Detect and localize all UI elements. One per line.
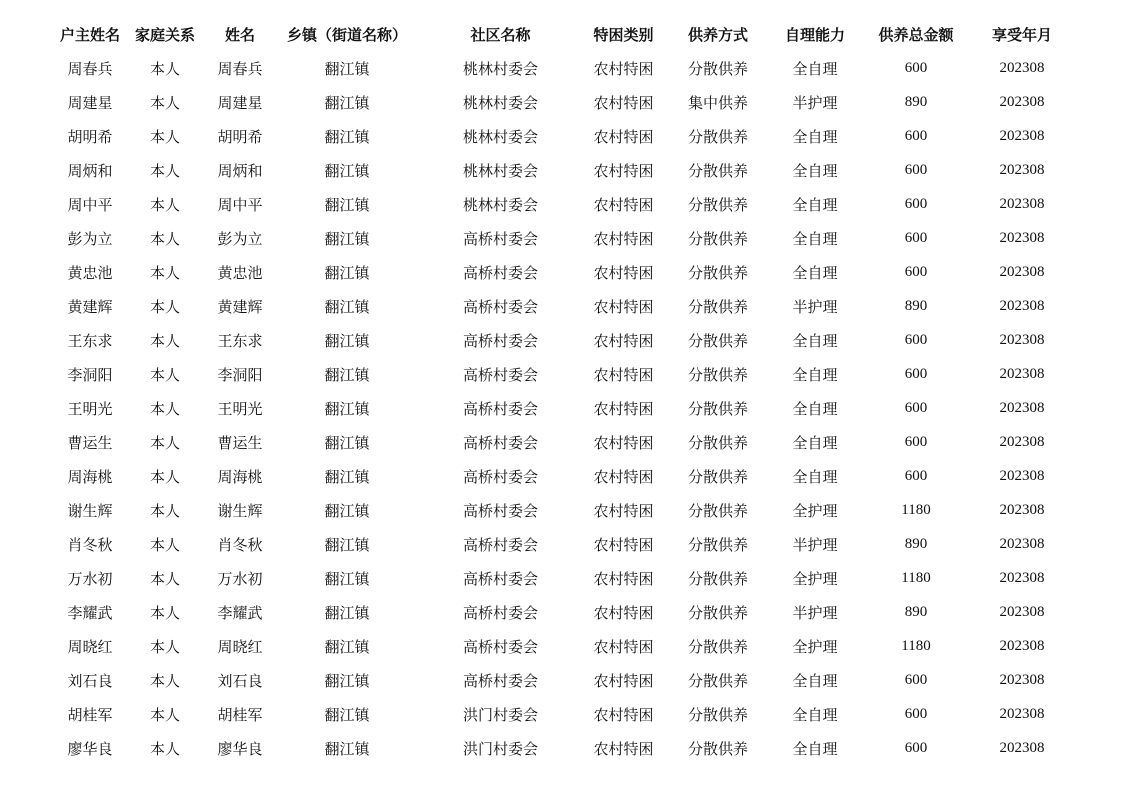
town-cell: 翻江镇	[324, 297, 370, 316]
town-cell: 翻江镇	[324, 535, 370, 554]
relief-roster-sheet	[0, 17, 1122, 765]
town-cell: 翻江镇	[324, 195, 370, 214]
name-cell: 周海桃	[217, 467, 263, 486]
name-cell: 曹运生	[217, 433, 263, 452]
col-header-relation: 家庭关系	[134, 25, 195, 44]
self-care-cell: 半护理	[792, 535, 838, 554]
relation-cell: 本人	[149, 501, 180, 520]
col-header-name: 姓名	[224, 25, 255, 44]
name-cell: 王明光	[217, 399, 263, 418]
relation-cell: 本人	[149, 229, 180, 248]
col-header-category: 特困类别	[593, 25, 654, 44]
amount-cell: 1180	[901, 501, 931, 518]
relation-cell: 本人	[149, 739, 180, 758]
town-cell: 翻江镇	[324, 603, 370, 622]
self-care-cell: 全自理	[792, 365, 838, 384]
relation-cell: 本人	[149, 297, 180, 316]
town-cell: 翻江镇	[324, 705, 370, 724]
householder-cell: 谢生辉	[67, 501, 113, 520]
category-cell: 农村特困	[593, 263, 654, 282]
community-cell: 洪门村委会	[462, 739, 538, 758]
community-cell: 洪门村委会	[462, 705, 538, 724]
relief-roster-table	[0, 17, 1122, 765]
table-row	[0, 323, 1122, 357]
name-cell: 廖华良	[217, 739, 263, 758]
town-cell: 翻江镇	[324, 263, 370, 282]
householder-cell: 彭为立	[67, 229, 113, 248]
table-row	[0, 187, 1122, 221]
support-mode-cell: 分散供养	[687, 535, 748, 554]
support-mode-cell: 分散供养	[687, 263, 748, 282]
town-cell: 翻江镇	[324, 637, 370, 656]
community-cell: 高桥村委会	[462, 535, 538, 554]
householder-cell: 王明光	[67, 399, 113, 418]
amount-cell: 600	[904, 229, 928, 246]
support-mode-cell: 分散供养	[687, 399, 748, 418]
amount-cell: 1180	[901, 637, 931, 654]
relation-cell: 本人	[149, 263, 180, 282]
amount-cell: 600	[904, 59, 928, 76]
relation-cell: 本人	[149, 93, 180, 112]
support-mode-cell: 分散供养	[687, 365, 748, 384]
category-cell: 农村特困	[593, 535, 654, 554]
self-care-cell: 全自理	[792, 161, 838, 180]
householder-cell: 刘石良	[67, 671, 113, 690]
support-mode-cell: 分散供养	[687, 705, 748, 724]
support-mode-cell: 分散供养	[687, 229, 748, 248]
table-row	[0, 493, 1122, 527]
relation-cell: 本人	[149, 331, 180, 350]
category-cell: 农村特困	[593, 127, 654, 146]
community-cell: 高桥村委会	[462, 501, 538, 520]
amount-cell: 890	[904, 93, 928, 110]
amount-cell: 600	[904, 365, 928, 382]
town-cell: 翻江镇	[324, 161, 370, 180]
support-mode-cell: 分散供养	[687, 569, 748, 588]
col-header-support-mode: 供养方式	[687, 25, 748, 44]
support-mode-cell: 分散供养	[687, 297, 748, 316]
category-cell: 农村特困	[593, 637, 654, 656]
householder-cell: 周晓红	[67, 637, 113, 656]
category-cell: 农村特困	[593, 603, 654, 622]
table-row	[0, 629, 1122, 663]
table-row	[0, 527, 1122, 561]
table-row	[0, 119, 1122, 153]
name-cell: 黄忠池	[217, 263, 263, 282]
name-cell: 李耀武	[217, 603, 263, 622]
period-cell: 202308	[999, 705, 1045, 722]
amount-cell: 600	[904, 263, 928, 280]
community-cell: 高桥村委会	[462, 603, 538, 622]
name-cell: 胡桂军	[217, 705, 263, 724]
town-cell: 翻江镇	[324, 59, 370, 78]
category-cell: 农村特困	[593, 59, 654, 78]
category-cell: 农村特困	[593, 93, 654, 112]
table-row	[0, 697, 1122, 731]
period-cell: 202308	[999, 535, 1045, 552]
period-cell: 202308	[999, 637, 1045, 654]
table-row	[0, 391, 1122, 425]
amount-cell: 600	[904, 161, 928, 178]
category-cell: 农村特困	[593, 739, 654, 758]
category-cell: 农村特困	[593, 297, 654, 316]
support-mode-cell: 分散供养	[687, 501, 748, 520]
period-cell: 202308	[999, 297, 1045, 314]
period-cell: 202308	[999, 399, 1045, 416]
self-care-cell: 半护理	[792, 93, 838, 112]
table-row	[0, 357, 1122, 391]
community-cell: 高桥村委会	[462, 671, 538, 690]
table-row	[0, 221, 1122, 255]
name-cell: 肖冬秋	[217, 535, 263, 554]
period-cell: 202308	[999, 501, 1045, 518]
relation-cell: 本人	[149, 127, 180, 146]
town-cell: 翻江镇	[324, 331, 370, 350]
name-cell: 李洞阳	[217, 365, 263, 384]
period-cell: 202308	[999, 569, 1045, 586]
support-mode-cell: 集中供养	[687, 93, 748, 112]
self-care-cell: 全护理	[792, 569, 838, 588]
householder-cell: 周中平	[67, 195, 113, 214]
town-cell: 翻江镇	[324, 739, 370, 758]
amount-cell: 600	[904, 195, 928, 212]
name-cell: 周炳和	[217, 161, 263, 180]
category-cell: 农村特困	[593, 467, 654, 486]
householder-cell: 肖冬秋	[67, 535, 113, 554]
relation-cell: 本人	[149, 671, 180, 690]
self-care-cell: 全自理	[792, 399, 838, 418]
amount-cell: 600	[904, 433, 928, 450]
community-cell: 桃林村委会	[462, 127, 538, 146]
community-cell: 桃林村委会	[462, 59, 538, 78]
community-cell: 高桥村委会	[462, 637, 538, 656]
amount-cell: 890	[904, 603, 928, 620]
name-cell: 周春兵	[217, 59, 263, 78]
amount-cell: 600	[904, 467, 928, 484]
relation-cell: 本人	[149, 399, 180, 418]
period-cell: 202308	[999, 603, 1045, 620]
householder-cell: 廖华良	[67, 739, 113, 758]
community-cell: 高桥村委会	[462, 467, 538, 486]
category-cell: 农村特困	[593, 365, 654, 384]
self-care-cell: 全自理	[792, 263, 838, 282]
relation-cell: 本人	[149, 705, 180, 724]
town-cell: 翻江镇	[324, 569, 370, 588]
support-mode-cell: 分散供养	[687, 127, 748, 146]
name-cell: 彭为立	[217, 229, 263, 248]
category-cell: 农村特困	[593, 569, 654, 588]
householder-cell: 万水初	[67, 569, 113, 588]
relation-cell: 本人	[149, 365, 180, 384]
relation-cell: 本人	[149, 535, 180, 554]
community-cell: 桃林村委会	[462, 93, 538, 112]
header-row	[0, 17, 1122, 51]
category-cell: 农村特困	[593, 705, 654, 724]
name-cell: 万水初	[217, 569, 263, 588]
category-cell: 农村特困	[593, 161, 654, 180]
support-mode-cell: 分散供养	[687, 195, 748, 214]
amount-cell: 600	[904, 671, 928, 688]
householder-cell: 李耀武	[67, 603, 113, 622]
table-row	[0, 425, 1122, 459]
amount-cell: 890	[904, 297, 928, 314]
support-mode-cell: 分散供养	[687, 671, 748, 690]
relation-cell: 本人	[149, 467, 180, 486]
name-cell: 黄建辉	[217, 297, 263, 316]
community-cell: 高桥村委会	[462, 331, 538, 350]
householder-cell: 黄建辉	[67, 297, 113, 316]
householder-cell: 曹运生	[67, 433, 113, 452]
community-cell: 高桥村委会	[462, 297, 538, 316]
name-cell: 胡明希	[217, 127, 263, 146]
col-header-householder: 户主姓名	[59, 25, 120, 44]
name-cell: 周晓红	[217, 637, 263, 656]
householder-cell: 周海桃	[67, 467, 113, 486]
amount-cell: 600	[904, 705, 928, 722]
self-care-cell: 全护理	[792, 501, 838, 520]
table-body	[0, 51, 1122, 765]
table-row	[0, 595, 1122, 629]
relation-cell: 本人	[149, 59, 180, 78]
name-cell: 刘石良	[217, 671, 263, 690]
self-care-cell: 全自理	[792, 671, 838, 690]
period-cell: 202308	[999, 365, 1045, 382]
col-header-period: 享受年月	[991, 25, 1052, 44]
table-row	[0, 289, 1122, 323]
town-cell: 翻江镇	[324, 467, 370, 486]
period-cell: 202308	[999, 93, 1045, 110]
table-row	[0, 153, 1122, 187]
support-mode-cell: 分散供养	[687, 637, 748, 656]
period-cell: 202308	[999, 467, 1045, 484]
category-cell: 农村特困	[593, 399, 654, 418]
householder-cell: 周炳和	[67, 161, 113, 180]
town-cell: 翻江镇	[324, 229, 370, 248]
relation-cell: 本人	[149, 161, 180, 180]
householder-cell: 黄忠池	[67, 263, 113, 282]
period-cell: 202308	[999, 739, 1045, 756]
col-header-self-care: 自理能力	[784, 25, 845, 44]
amount-cell: 600	[904, 331, 928, 348]
community-cell: 高桥村委会	[462, 229, 538, 248]
relation-cell: 本人	[149, 637, 180, 656]
period-cell: 202308	[999, 671, 1045, 688]
category-cell: 农村特困	[593, 229, 654, 248]
period-cell: 202308	[999, 433, 1045, 450]
support-mode-cell: 分散供养	[687, 467, 748, 486]
householder-cell: 胡明希	[67, 127, 113, 146]
table-row	[0, 85, 1122, 119]
name-cell: 周建星	[217, 93, 263, 112]
community-cell: 高桥村委会	[462, 263, 538, 282]
town-cell: 翻江镇	[324, 127, 370, 146]
community-cell: 桃林村委会	[462, 195, 538, 214]
relation-cell: 本人	[149, 603, 180, 622]
self-care-cell: 全自理	[792, 467, 838, 486]
town-cell: 翻江镇	[324, 433, 370, 452]
table-row	[0, 51, 1122, 85]
col-header-amount: 供养总金额	[878, 25, 954, 44]
householder-cell: 李洞阳	[67, 365, 113, 384]
town-cell: 翻江镇	[324, 93, 370, 112]
self-care-cell: 半护理	[792, 297, 838, 316]
self-care-cell: 全自理	[792, 59, 838, 78]
community-cell: 桃林村委会	[462, 161, 538, 180]
period-cell: 202308	[999, 59, 1045, 76]
self-care-cell: 全自理	[792, 195, 838, 214]
householder-cell: 胡桂军	[67, 705, 113, 724]
period-cell: 202308	[999, 195, 1045, 212]
period-cell: 202308	[999, 161, 1045, 178]
name-cell: 谢生辉	[217, 501, 263, 520]
relation-cell: 本人	[149, 569, 180, 588]
amount-cell: 600	[904, 127, 928, 144]
support-mode-cell: 分散供养	[687, 739, 748, 758]
community-cell: 高桥村委会	[462, 365, 538, 384]
category-cell: 农村特困	[593, 501, 654, 520]
amount-cell: 600	[904, 399, 928, 416]
community-cell: 高桥村委会	[462, 433, 538, 452]
period-cell: 202308	[999, 127, 1045, 144]
category-cell: 农村特困	[593, 195, 654, 214]
col-header-town: 乡镇（街道名称）	[286, 25, 407, 44]
support-mode-cell: 分散供养	[687, 603, 748, 622]
self-care-cell: 全自理	[792, 705, 838, 724]
table-row	[0, 561, 1122, 595]
period-cell: 202308	[999, 331, 1045, 348]
table-row	[0, 255, 1122, 289]
community-cell: 高桥村委会	[462, 569, 538, 588]
town-cell: 翻江镇	[324, 365, 370, 384]
support-mode-cell: 分散供养	[687, 331, 748, 350]
name-cell: 周中平	[217, 195, 263, 214]
col-header-community: 社区名称	[470, 25, 531, 44]
self-care-cell: 全自理	[792, 433, 838, 452]
relation-cell: 本人	[149, 195, 180, 214]
support-mode-cell: 分散供养	[687, 59, 748, 78]
self-care-cell: 全自理	[792, 229, 838, 248]
table-row	[0, 663, 1122, 697]
householder-cell: 周春兵	[67, 59, 113, 78]
category-cell: 农村特困	[593, 331, 654, 350]
self-care-cell: 半护理	[792, 603, 838, 622]
support-mode-cell: 分散供养	[687, 161, 748, 180]
self-care-cell: 全护理	[792, 637, 838, 656]
amount-cell: 890	[904, 535, 928, 552]
town-cell: 翻江镇	[324, 671, 370, 690]
community-cell: 高桥村委会	[462, 399, 538, 418]
amount-cell: 1180	[901, 569, 931, 586]
self-care-cell: 全自理	[792, 127, 838, 146]
support-mode-cell: 分散供养	[687, 433, 748, 452]
householder-cell: 周建星	[67, 93, 113, 112]
table-row	[0, 459, 1122, 493]
table-row	[0, 731, 1122, 765]
category-cell: 农村特困	[593, 433, 654, 452]
self-care-cell: 全自理	[792, 331, 838, 350]
period-cell: 202308	[999, 263, 1045, 280]
category-cell: 农村特困	[593, 671, 654, 690]
name-cell: 王东求	[217, 331, 263, 350]
period-cell: 202308	[999, 229, 1045, 246]
householder-cell: 王东求	[67, 331, 113, 350]
self-care-cell: 全自理	[792, 739, 838, 758]
amount-cell: 600	[904, 739, 928, 756]
relation-cell: 本人	[149, 433, 180, 452]
town-cell: 翻江镇	[324, 501, 370, 520]
town-cell: 翻江镇	[324, 399, 370, 418]
